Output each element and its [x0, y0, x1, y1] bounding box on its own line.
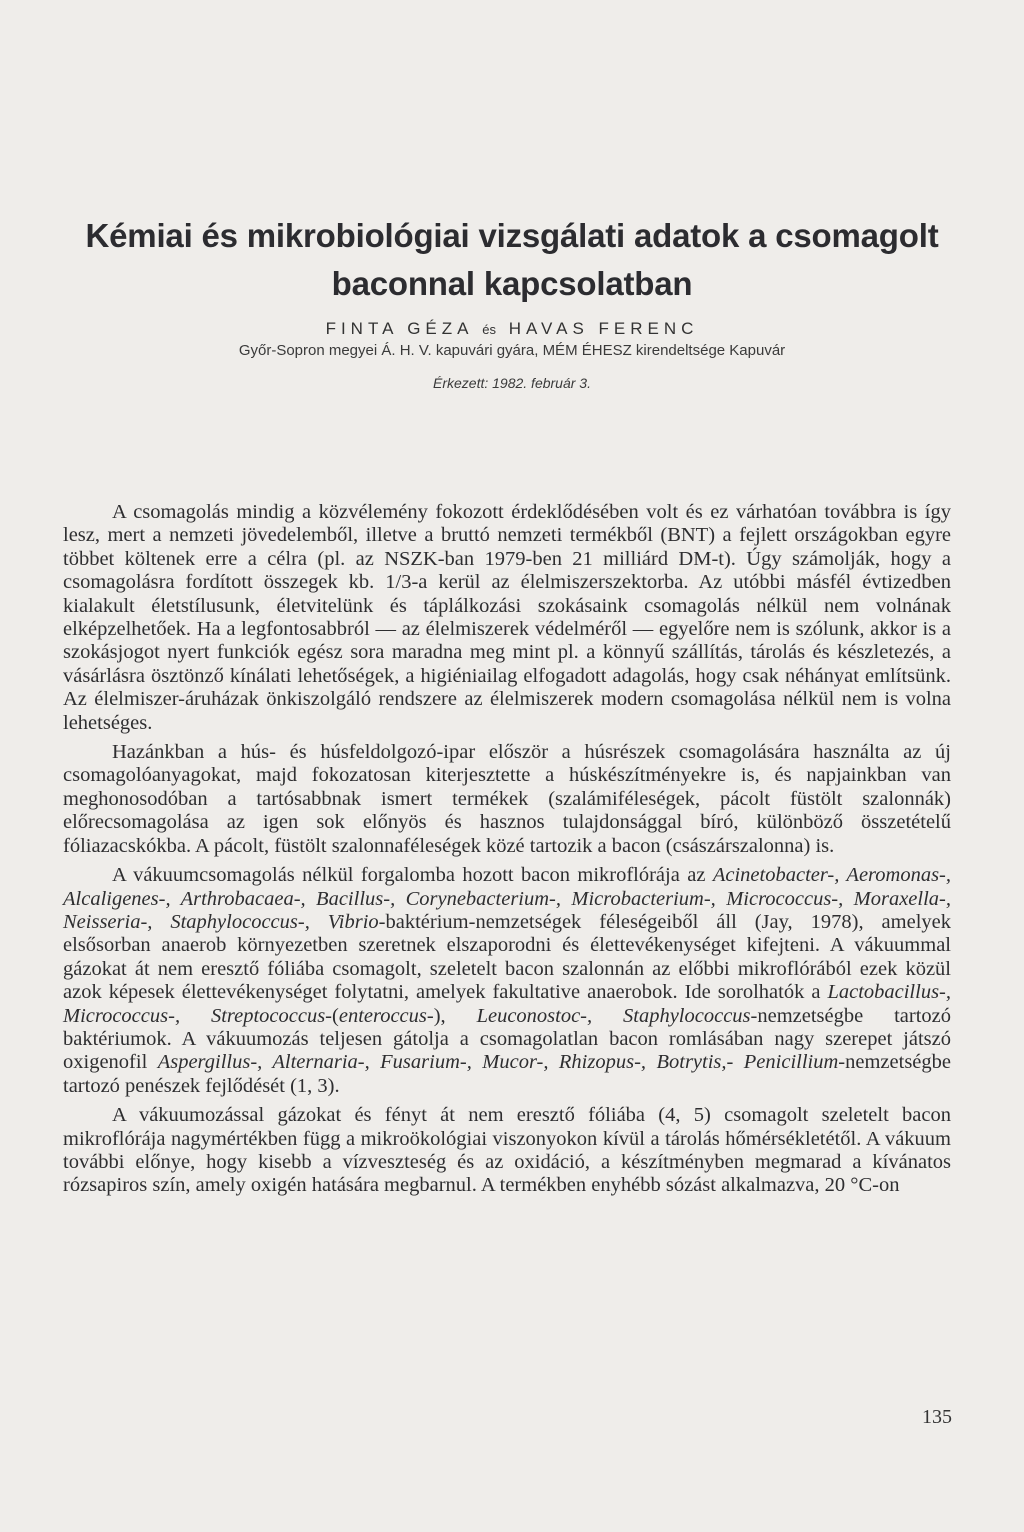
page-number: 135: [922, 1406, 952, 1428]
text-segment: Hazánkban a hús- és húsfeldolgozó-ipar először a húsrészek csomagolására használta az új csomagolóanyagokat, majd fokozatosan kiterjesztette a húskészítményekre is, és napjainkban van meghonosodóban a tartósabbnak ismert termékek (szalámiféleségek, pácolt füstölt szalonnák) előrecsomagolása az igen sok előnyös és hasznos tulajdonsággal bíró, különböző összetételű fóliazacskókba. A pácolt, füstölt szalonnaféleségek közé tartozik a bacon (császárszalonna) is.: [63, 741, 951, 857]
paragraph: [63, 501, 951, 735]
paragraph: [63, 1104, 951, 1198]
paragraph: [63, 864, 951, 1098]
italic-text: Lactobacillus-, Micrococcus-, Streptococcus-: [63, 981, 951, 1027]
article-title: Kémiai és mikrobiológiai vizsgálati adatok a csomagolt baconnal kapcsolatban: [85, 217, 939, 303]
text-segment: A vákuumcsomagolás nélkül forgalomba hozott bacon mikroflórája az: [112, 864, 713, 887]
author-second: HAVAS FERENC: [508, 319, 699, 338]
paragraph: [63, 741, 951, 858]
italic-text: enteroccus-: [338, 1004, 434, 1027]
text-segment: nemzetségbe tartozó penészek fejlődését (1, 3).: [63, 1051, 951, 1097]
italic-text: Aspergillus-, Alternaria-, Fusarium-, Mucor-, Rhizopus-, Botrytis,- Penicillium-: [157, 1051, 846, 1074]
author-first: FINTA GÉZA: [325, 319, 474, 338]
italic-text: Acinetobacter-, Aeromonas-, Alcaligenes-, Arthrobacaea-, Bacillus-, Corynebacterium-, Microbacterium-, Micrococcus-, Moraxella-, Neisseria-, Staphylococcus-, Vibrio-: [63, 864, 951, 933]
italic-text: Leuconostoc-, Staphylococcus-: [476, 1004, 758, 1027]
received-date: Érkezett: 1982. február 3.: [433, 375, 591, 391]
article-body: [63, 501, 951, 1198]
text-segment: A vákuumozással gázokat és fényt át nem eresztő fóliába (4, 5) csomagolt szeletelt bacon mikroflórája nagymértékben függ a mikroökológiai viszonyokon kívül a tárolás hőmérsékletétől. A vákuum további előnye, hogy kisebb a vízveszteség és az oxidáció, a készítményben megmarad a kívánatos rózsapiros szín, amely oxigén hatására megbarnul. A termékben enyhébb sózást alkalmazva, 20 °C-on: [63, 1104, 951, 1197]
text-segment: (: [332, 1004, 339, 1027]
affiliation: Győr-Sopron megyei Á. H. V. kapuvári gyára, MÉM ÉHESZ kirendeltsége Kapuvár: [238, 342, 786, 359]
text-segment: baktérium-nemzetségek féleségeiből áll (Jay, 1978), amelyek elsősorban anaerob környezetben szeretnek elszaporodni és élettevékenységet kifejteni. A vákuummal gázokat át nem eresztő fóliába csomagolt, szeletelt bacon szalonnán az előbbi mikroflórából ezek közül azok képesek élettevékenységet folytatni, amelyek fakultative anaerobok. Ide sorolhatók a: [63, 910, 951, 1004]
text-segment: A csomagolás mindig a közvélemény fokozott érdeklődésében volt és ez várhatóan továbbra is így lesz, mert a nemzeti jövedelemből, illetve a bruttó nemzeti termékből (BNT) a fejlett országokban egyre többet költenek erre a célra (pl. az NSZK-ban 1979-ben 21 milliárd DM-t). Úgy számolják, hogy a csomagolásra fordított összegek kb. 1/3-a kerül az élelmiszerszektorba. Az utóbbi másfél évtizedben kialakult életstílusunk, életvitelünk és táplálkozási szokásaink csomagolás nélkül nem volnának elképzelhetőek. Ha a legfontosabbról — az élelmiszerek védelméről — egyelőre nem is szólunk, akkor is a szokásjogot nyert funkciók egész sora maradna meg mint pl. a könnyű szállítás, tárolás és készletezés, a vásárlásra ösztönző kínálati lehetőségek, a higiéniailag elfogadott adagolás, hogy csak néhányat említsünk. Az élelmiszer-áruházak önkiszolgáló rendszere az élelmiszerek modern csomagolása nélkül nem is volna lehetséges.: [63, 501, 951, 734]
author-conjunction: és: [482, 322, 496, 337]
authors: [60, 318, 964, 341]
text-segment: ),: [433, 1004, 477, 1027]
text-segment: nemzetségbe tartozó baktériumok. A vákuumozás teljesen gátolja a csomagolatlan bacon romlásában nagy szerepet játszó oxigenofil: [63, 1004, 952, 1074]
